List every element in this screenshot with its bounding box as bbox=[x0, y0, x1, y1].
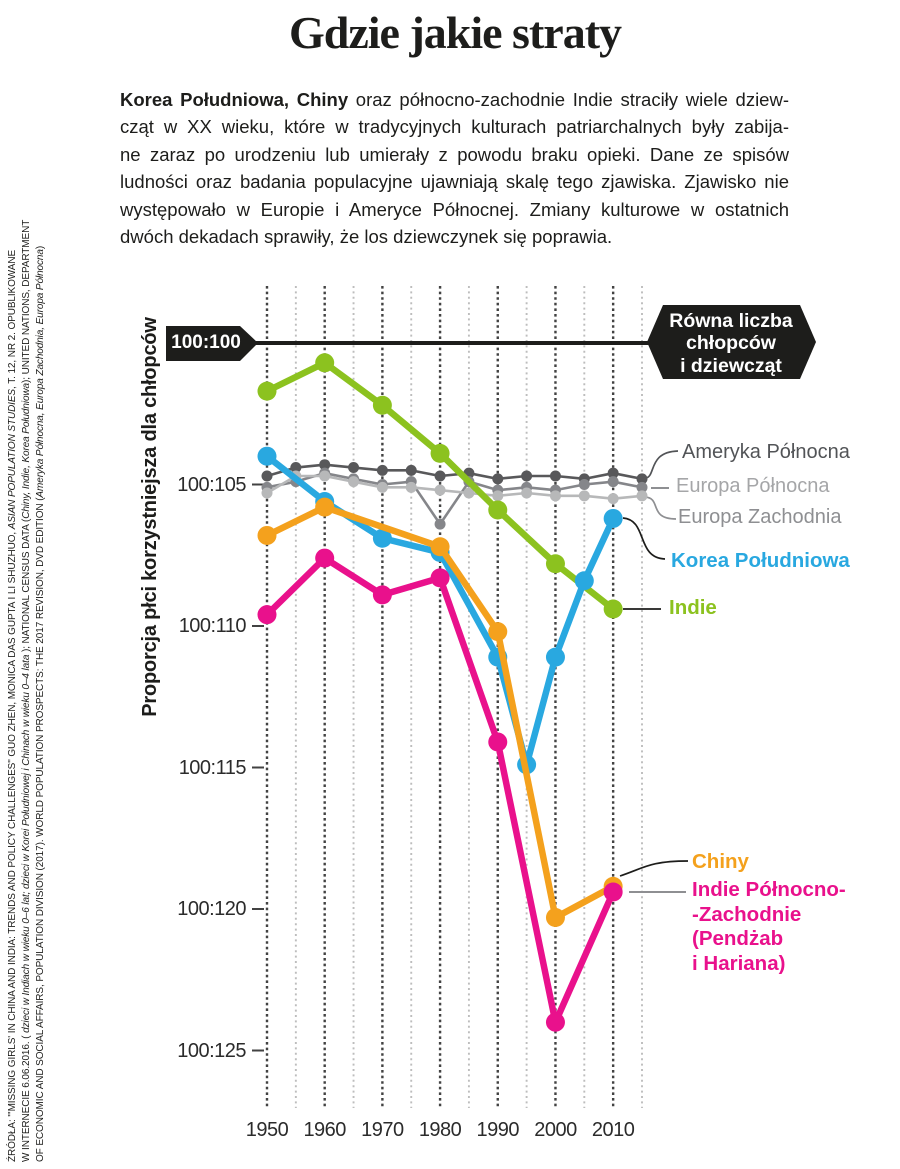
equal-ratio-badge-label bbox=[652, 310, 810, 377]
y-tick-label: 100:120 bbox=[177, 898, 246, 920]
badge-line: chłopców bbox=[686, 332, 776, 355]
series-point-europa-polnocna-2005 bbox=[579, 479, 590, 490]
source-text-italic: dzieci w Indiach w wieku 0–6 lat; dzieci w Korei Południowej i Chinach w wieku 0–4 lata bbox=[21, 654, 32, 1033]
series-label-korea-poludniowa: Korea Południowa bbox=[671, 549, 850, 572]
series-point-indie-1970 bbox=[373, 396, 392, 415]
series-point-indie-2000 bbox=[546, 554, 565, 573]
series-point-korea-poludniowa-2005 bbox=[575, 571, 594, 590]
series-point-ameryka-polnocna-1950 bbox=[262, 471, 273, 482]
series-point-indie-polnocno-zachodnie-2000 bbox=[546, 1013, 565, 1032]
series-label-chiny: Chiny bbox=[692, 850, 749, 873]
series-point-europa-zachodnia-1975 bbox=[406, 482, 417, 493]
series-point-chiny-1960 bbox=[315, 498, 334, 517]
source-text: ); UNITED NATIONS, DEPARTMENT bbox=[21, 219, 32, 383]
x-tick-label: 1980 bbox=[418, 1119, 462, 1141]
series-point-europa-polnocna-1980 bbox=[435, 519, 446, 530]
series-point-chiny-1950 bbox=[258, 526, 277, 545]
series-point-indie-2010 bbox=[604, 600, 623, 619]
series-label-line: Indie Północno- bbox=[692, 878, 846, 901]
y-tick-label: 100:105 bbox=[177, 473, 246, 496]
series-point-indie-polnocno-zachodnie-2010 bbox=[604, 883, 623, 902]
intro-line: cząt w XX wieku, które w tradycyjnych kulturach patriarchalnych były zabija- bbox=[120, 116, 789, 138]
series-point-ameryka-polnocna-1990 bbox=[492, 473, 503, 484]
series-point-chiny-2000 bbox=[546, 908, 565, 927]
intro-line: ludności oraz badania populacyjne ujawniają skalę tego zjawiska. Zjawisko nie bbox=[120, 171, 789, 193]
y-axis-title: Proporcja płci korzystniejsza dla chłopców bbox=[139, 317, 161, 717]
series-point-europa-polnocna-2010 bbox=[608, 476, 619, 487]
intro-line: ne zaraz po urodzeniu lub umierały z powodu braku opieki. Dane ze spisów bbox=[120, 143, 789, 165]
series-point-europa-zachodnia-1960 bbox=[319, 471, 330, 482]
y-tick-label: 100:110 bbox=[178, 615, 246, 637]
source-citation-line-3 bbox=[35, 246, 46, 1162]
x-tick-label: 1960 bbox=[303, 1119, 346, 1141]
series-label-line: i Hariana) bbox=[692, 951, 786, 975]
series-label-line: -Zachodnie bbox=[692, 902, 802, 926]
series-point-indie-polnocno-zachodnie-1950 bbox=[258, 605, 277, 624]
series-point-europa-zachodnia-1950 bbox=[262, 487, 273, 498]
badge-line: Równa liczba bbox=[669, 310, 793, 332]
source-text: , T. 12, NR 2. OPUBLIKOWANE bbox=[7, 249, 18, 389]
series-label-line: (Pendżab bbox=[692, 927, 784, 950]
series-point-ameryka-polnocna-1970 bbox=[377, 465, 388, 476]
series-label-indie-polnocno-zachodnie bbox=[692, 878, 846, 976]
series-point-ameryka-polnocna-1965 bbox=[348, 462, 359, 473]
series-point-europa-zachodnia-2005 bbox=[579, 490, 590, 501]
series-point-europa-zachodnia-2015 bbox=[636, 490, 647, 501]
intro-line: występowało w Europie i Ameryce Północnej. Zmiany kulturowe w ostatnich bbox=[120, 198, 789, 220]
intro-line bbox=[120, 86, 789, 113]
label-connector-ameryka bbox=[646, 451, 678, 478]
intro-bold-lead: Korea Południowa, Chiny bbox=[120, 89, 349, 110]
series-label-europa-polnocna: Europa Północna bbox=[676, 475, 830, 497]
series-point-europa-zachodnia-1990 bbox=[492, 490, 503, 501]
series-point-indie-polnocno-zachodnie-1960 bbox=[315, 549, 334, 568]
source-text: ); NATIONAL CENSUS DATA ( bbox=[21, 518, 32, 655]
series-point-indie-polnocno-zachodnie-1970 bbox=[373, 585, 392, 604]
series-point-korea-poludniowa-1950 bbox=[258, 447, 277, 466]
source-text-italic: Ameryka Północna, Europa Zachodnia, Europa Północna bbox=[35, 249, 46, 498]
gridlines bbox=[267, 286, 642, 1108]
x-tick-label: 2000 bbox=[534, 1119, 577, 1141]
series-point-ameryka-polnocna-1980 bbox=[435, 471, 446, 482]
series-label-ameryka-polnocna: Ameryka Północna bbox=[682, 441, 850, 463]
series-point-ameryka-polnocna-2000 bbox=[550, 471, 561, 482]
series-label-europa-zachodnia: Europa Zachodnia bbox=[678, 506, 842, 528]
series-point-europa-zachodnia-1965 bbox=[348, 476, 359, 487]
x-tick-label: 1950 bbox=[245, 1119, 289, 1141]
source-text: W INTERNECIE 6.06.2016. ( bbox=[21, 1032, 32, 1162]
y-tick-label: 100:115 bbox=[178, 756, 246, 779]
badge-line: i dziewcząt bbox=[680, 354, 782, 377]
intro-line-rest: oraz północno-zachodnie Indie straciły wiele dziew- bbox=[348, 89, 789, 110]
series-point-europa-zachodnia-1995 bbox=[521, 487, 532, 498]
source-text: OF ECONOMIC AND SOCIAL AFFAIRS, POPULATION DIVISION (2017). WORLD POPULATION PROSPECTS: THE 2017 REVISION, DVD EDITION ( bbox=[35, 497, 46, 1162]
series-point-chiny-1980 bbox=[431, 537, 450, 556]
label-connector-korea bbox=[623, 518, 665, 559]
y-tick-label: 100:125 bbox=[177, 1039, 246, 1062]
series-point-indie-1960 bbox=[315, 353, 334, 372]
intro-line: dwóch dekadach sprawiły, że los dziewczynek się poprawia. bbox=[120, 226, 613, 248]
label-connector-europa-zach bbox=[645, 497, 676, 519]
series-point-ameryka-polnocna-1975 bbox=[406, 465, 417, 476]
label-connector-chiny bbox=[620, 861, 688, 876]
series-point-korea-poludniowa-2000 bbox=[546, 648, 565, 667]
series-point-ameryka-polnocna-1995 bbox=[521, 471, 532, 482]
x-tick-label: 2010 bbox=[591, 1119, 635, 1141]
series-label-indie: Indie bbox=[669, 596, 717, 619]
series-point-indie-polnocno-zachodnie-1980 bbox=[431, 568, 450, 587]
source-citation-line-2 bbox=[21, 220, 32, 1162]
series-point-europa-zachodnia-1970 bbox=[377, 482, 388, 493]
source-text-italic: ASIAN POPULATION STUDIES bbox=[7, 388, 18, 530]
series-point-indie-polnocno-zachodnie-1990 bbox=[488, 733, 507, 752]
intro-paragraph bbox=[120, 86, 789, 250]
series-point-europa-zachodnia-1980 bbox=[435, 485, 446, 496]
series-point-indie-1950 bbox=[258, 382, 277, 401]
source-text: ) bbox=[35, 245, 46, 250]
series-point-chiny-1990 bbox=[488, 622, 507, 641]
source-text: ŹRÓDŁA: "'MISSING GIRLS' IN CHINA AND INDIA: TRENDS AND POLICY CHALLENGES" GUO ZHEN, MONICA DAS GUPTA I LI SHUZHUO, bbox=[7, 529, 18, 1162]
x-tick-label: 1990 bbox=[476, 1119, 520, 1141]
source-text-italic: Chiny, Indie, Korea Południowa bbox=[21, 382, 32, 519]
source-citation-line-1 bbox=[7, 250, 18, 1162]
page-title: Gdzie jakie straty bbox=[288, 7, 622, 58]
x-tick-label: 1970 bbox=[361, 1119, 404, 1141]
series-point-indie-1990 bbox=[488, 500, 507, 519]
series-point-europa-zachodnia-2000 bbox=[550, 490, 561, 501]
series-point-europa-zachodnia-2010 bbox=[608, 493, 619, 504]
series-point-korea-poludniowa-2010 bbox=[604, 509, 623, 528]
series-point-indie-1980 bbox=[431, 444, 450, 463]
equal-ratio-banner-label: 100:100 bbox=[171, 332, 241, 353]
